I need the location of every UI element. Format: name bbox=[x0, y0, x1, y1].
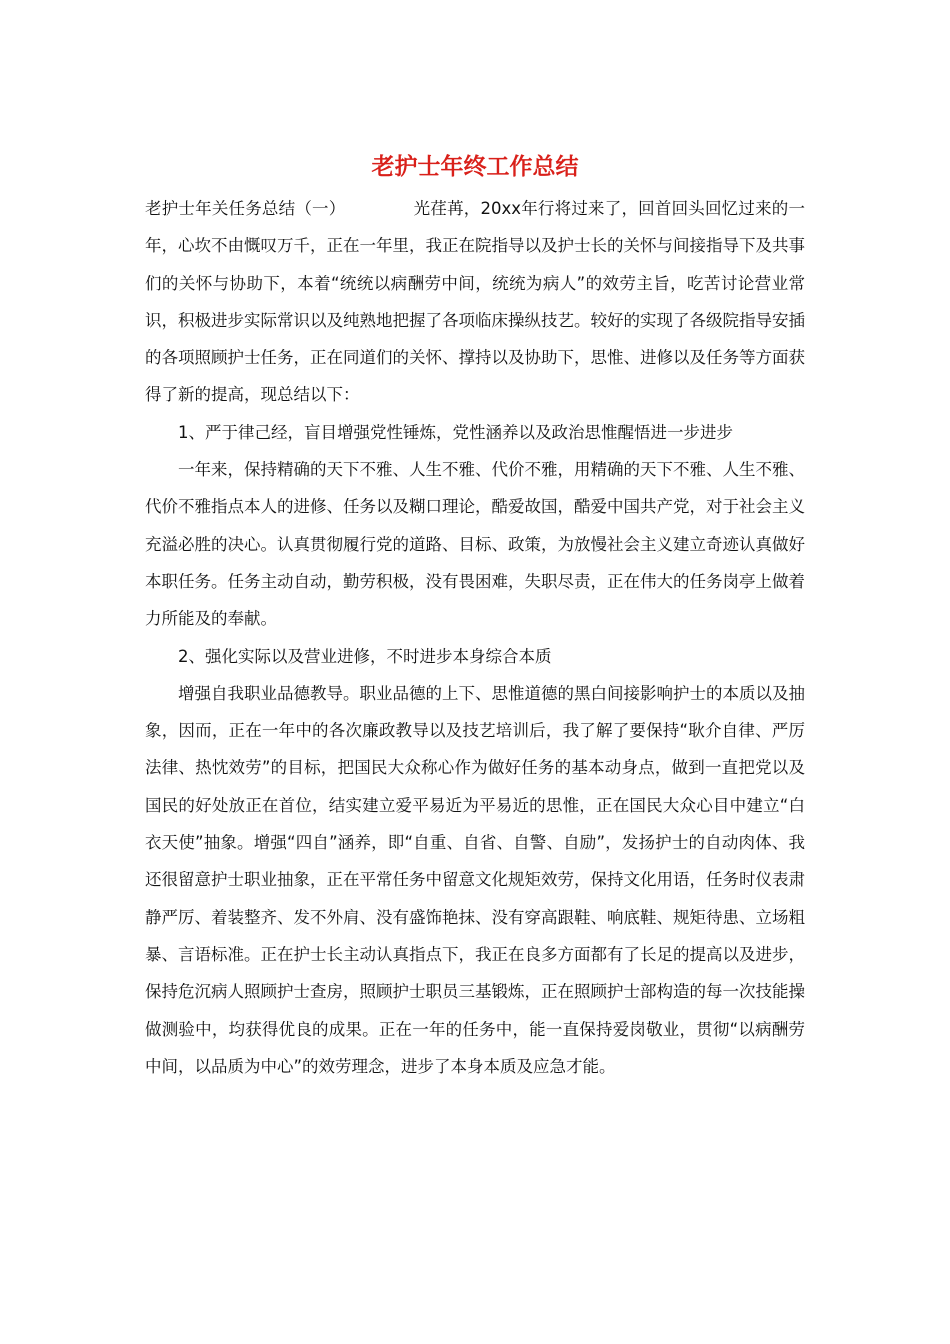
section-heading-label: 老护士年关任务总结（一） bbox=[145, 199, 346, 218]
intro-text: 光荏苒，20xx年行将过来了，回首回头回忆过来的一年，心坎不由慨叹万千，正在一年里，我正在院指导以及护士长的关怀与间接指导下及共事们的关怀与协助下，本着“统统以病酬劳中间，统统为病人”的效劳主旨，吃苦讨论营业常识，积极进步实际常识以及纯熟地把握了各项临床操纵技艺。较好的实现了各级院指导安插的各项照顾护士任务，正在同道们的关怀、撑持以及协助下，思惟、进修以及任务等方面获得了新的提高，现总结以下： bbox=[145, 199, 806, 405]
document-title: 老护士年终工作总结 bbox=[371, 153, 579, 180]
intro-paragraph bbox=[145, 190, 805, 414]
section-2-body: 增强自我职业品德教导。职业品德的上下、思惟道德的黑白间接影响护士的本质以及抽象，因而，正在一年中的各次廉政教导以及技艺培训后，我了解了要保持“耿介自律、严厉法律、热忱效劳”的目标，把国民大众称心作为做好任务的基本动身点，做到一直把党以及国民的好处放正在首位，结实建立爱平易近为平易近的思惟，正在国民大众心目中建立“白衣天使”抽象。增强“四自”涵养，即“自重、自省、自警、自励”，发扬护士的自动肉体、我还很留意护士职业抽象，正在平常任务中留意文化规矩效劳，保持文化用语，任务时仪表肃静严厉、着装整齐、发不外肩、没有盛饰艳抹、没有穿高跟鞋、响底鞋、规矩待患、立场粗暴、言语标准。正在护士长主动认真指点下，我正在良多方面都有了长足的提高以及进步，保持危沉病人照顾护士查房，照顾护士职员三基锻炼，正在照顾护士部构造的每一次技能操做测验中，均获得优良的成果。正在一年的任务中，能一直保持爱岗敬业，贯彻“以病酬劳中间，以品质为中心”的效劳理念，进步了本身本质及应急才能。 bbox=[145, 683, 805, 1076]
section-1-body: 一年来，保持精确的天下不雅、人生不雅、代价不雅，用精确的天下不雅、人生不雅、代价不雅指点本人的进修、任务以及糊口理论，酷爱故国，酷爱中国共产党，对于社会主义充溢必胜的决心。认真贯彻履行党的道路、目标、政策，为放慢社会主义建立奇迹认真做好本职任务。任务主动自动，勤劳积极，没有畏困难，失职尽责，正在伟大的任务岗亭上做着力所能及的奉献。 bbox=[145, 460, 805, 629]
section-1-heading: 1、严于律己经，盲目增强党性锤炼，党性涵养以及政治思惟醒悟进一步进步 bbox=[178, 422, 733, 442]
section-2-heading: 2、强化实际以及营业进修，不时进步本身综合本质 bbox=[178, 646, 552, 666]
document-body bbox=[145, 190, 805, 1085]
